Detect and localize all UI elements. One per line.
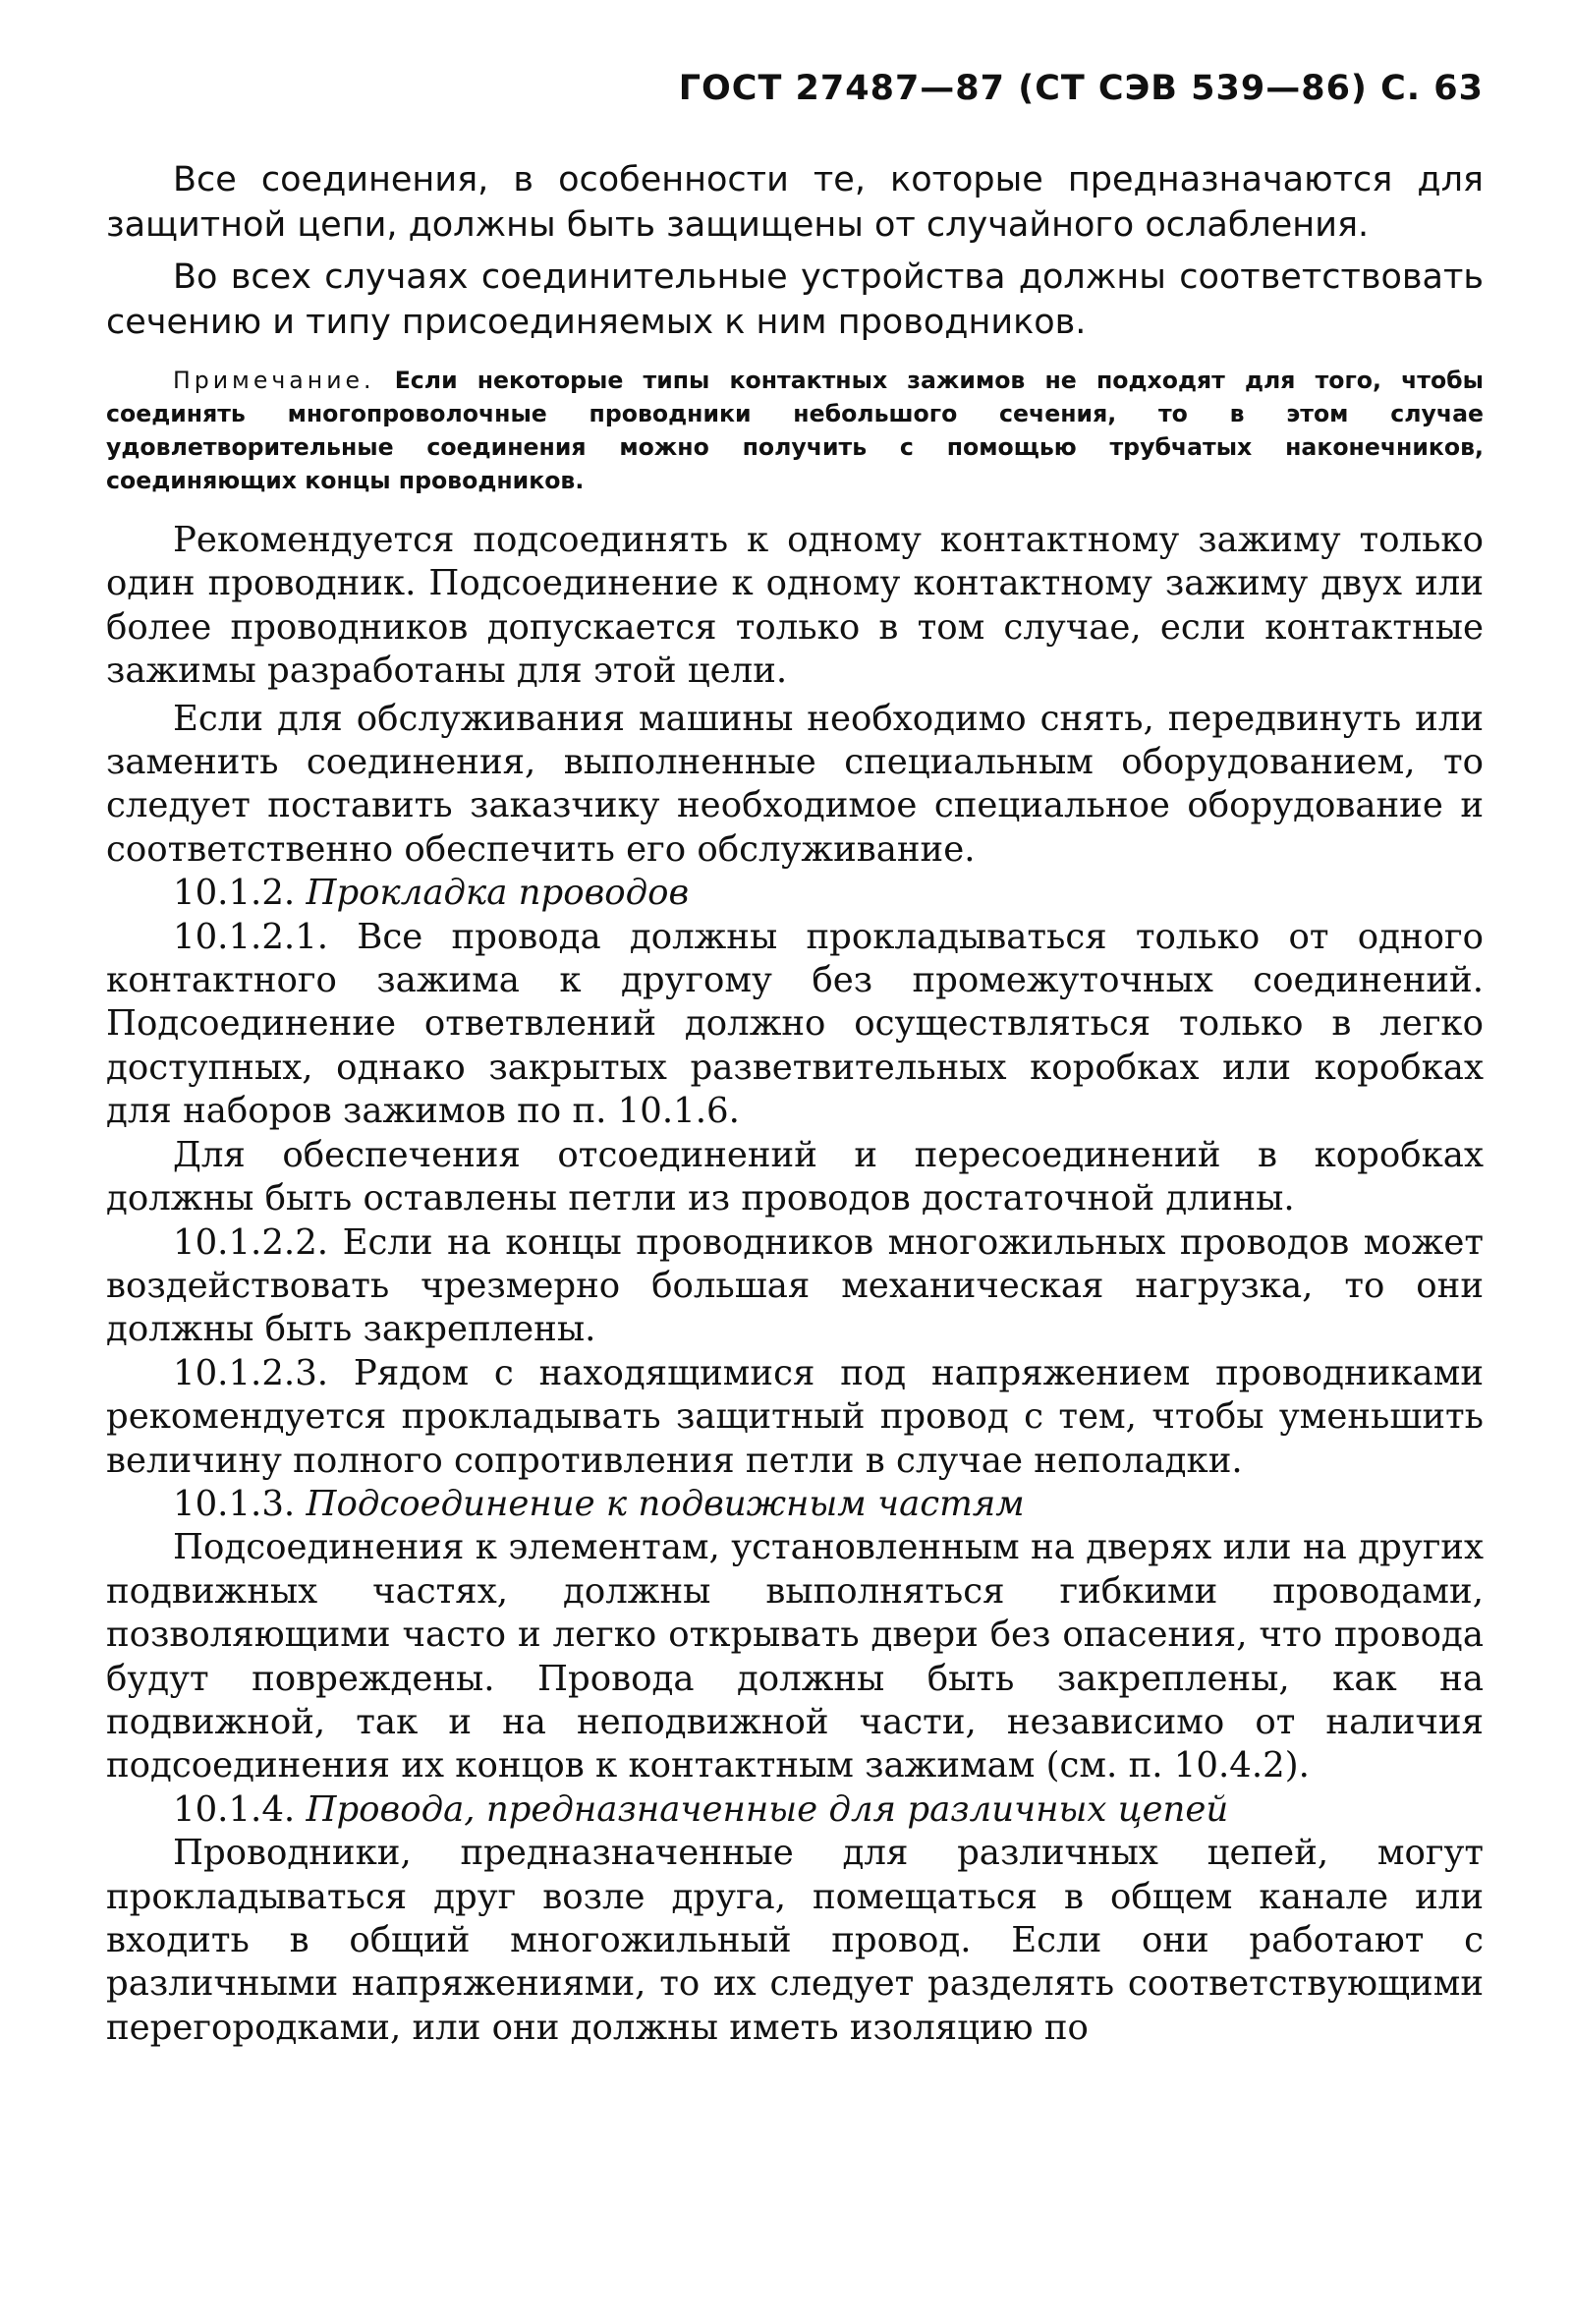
note-label: Примечание. — [173, 367, 375, 394]
paragraph-10-1-2-3: 10.1.2.3. Рядом с находящимися под напряжением проводниками рекомендуется прокладывать защитный провод с тем, чтобы уменьшить величину полного сопротивления петли в случае неполадки. — [106, 1352, 1484, 1481]
paragraph-loops: Для обеспечения отсоединений и пересоединений в коробках должны быть оставлены петли из проводов достаточной длины. — [106, 1134, 1484, 1219]
section-heading-10-1-3 — [106, 1483, 1484, 1526]
paragraph-different-circuits: Проводники, предназначенные для различных цепей, могут прокладываться друг возле друга, помещаться в общем канале или входить в общий многожильный провод. Если они работают с различными напряжениями, то их следует разделять соответствующими перегородками, или они должны иметь изоляцию по — [106, 1833, 1484, 2048]
section-number: 10.1.2. — [173, 873, 296, 914]
note-text: Если некоторые типы контактных зажимов не подходят для того, чтобы соединять многопроволочные проводники небольшого сечения, то в этом случае удовлетворительные соединения можно получить с помощью трубчатых наконечников, соединяющих концы проводников. — [106, 367, 1484, 494]
running-header: ГОСТ 27487—87 (СТ СЭВ 539—86) С. 63 — [678, 69, 1484, 108]
paragraph-special-equipment: Если для обслуживания машины необходимо снять, передвинуть или заменить соединения, выполненные специальным оборудованием, то следует поставить заказчику необходимое специальное оборудование и соответственно обеспечить его обслуживание. — [106, 698, 1484, 870]
section-number: 10.1.3. — [173, 1483, 296, 1524]
section-heading-10-1-4 — [106, 1788, 1484, 1832]
section-title: Подсоединение к подвижным частям — [306, 1483, 1025, 1524]
paragraph-10-1-2-2: 10.1.2.2. Если на концы проводников многожильных проводов может воздействовать чрезмерно большая механическая нагрузка, то они должны быть закреплены. — [106, 1221, 1484, 1350]
note-block — [106, 364, 1484, 497]
paragraph-moving-parts: Подсоединения к элементам, установленным на дверях или на других подвижных частях, должны выполняться гибкими проводами, позволяющими часто и легко открывать двери без опасения, что провода будут повреждены. Провода должны быть закреплены, как на подвижной, так и на неподвижной части, независимо от наличия подсоединения их концов к контактным зажимам (см. п. 10.4.2). — [106, 1527, 1484, 1786]
paragraph-connectors-match: Во всех случаях соединительные устройства должны соответствовать сечению и типу присоединяемых к ним проводников. — [106, 257, 1484, 342]
section-title: Провода, предназначенные для различных цепей — [306, 1788, 1229, 1830]
document-page — [106, 69, 1484, 2050]
section-heading-10-1-2 — [106, 872, 1484, 915]
section-number: 10.1.4. — [173, 1788, 296, 1830]
paragraph-one-conductor: Рекомендуется подсоединять к одному контактному зажиму только один проводник. Подсоединение к одному контактному зажиму двух или более проводников допускается только в том случае, если контактные зажимы разработаны для этой цели. — [106, 520, 1484, 692]
section-title: Прокладка проводов — [306, 873, 690, 914]
paragraph-10-1-2-1: 10.1.2.1. Все провода должны прокладываться только от одного контактного зажима к другому без промежуточных соединений. Подсоединение ответвлений должно осуществляться только в легко доступных, однако закрытых разветвительных коробках или коробках для наборов зажимов по п. 10.1.6. — [106, 916, 1484, 1132]
paragraph-connections-protection: Все соединения, в особенности те, которые предназначаются для защитной цепи, должны быть защищены от случайного ослабления. — [106, 160, 1484, 245]
